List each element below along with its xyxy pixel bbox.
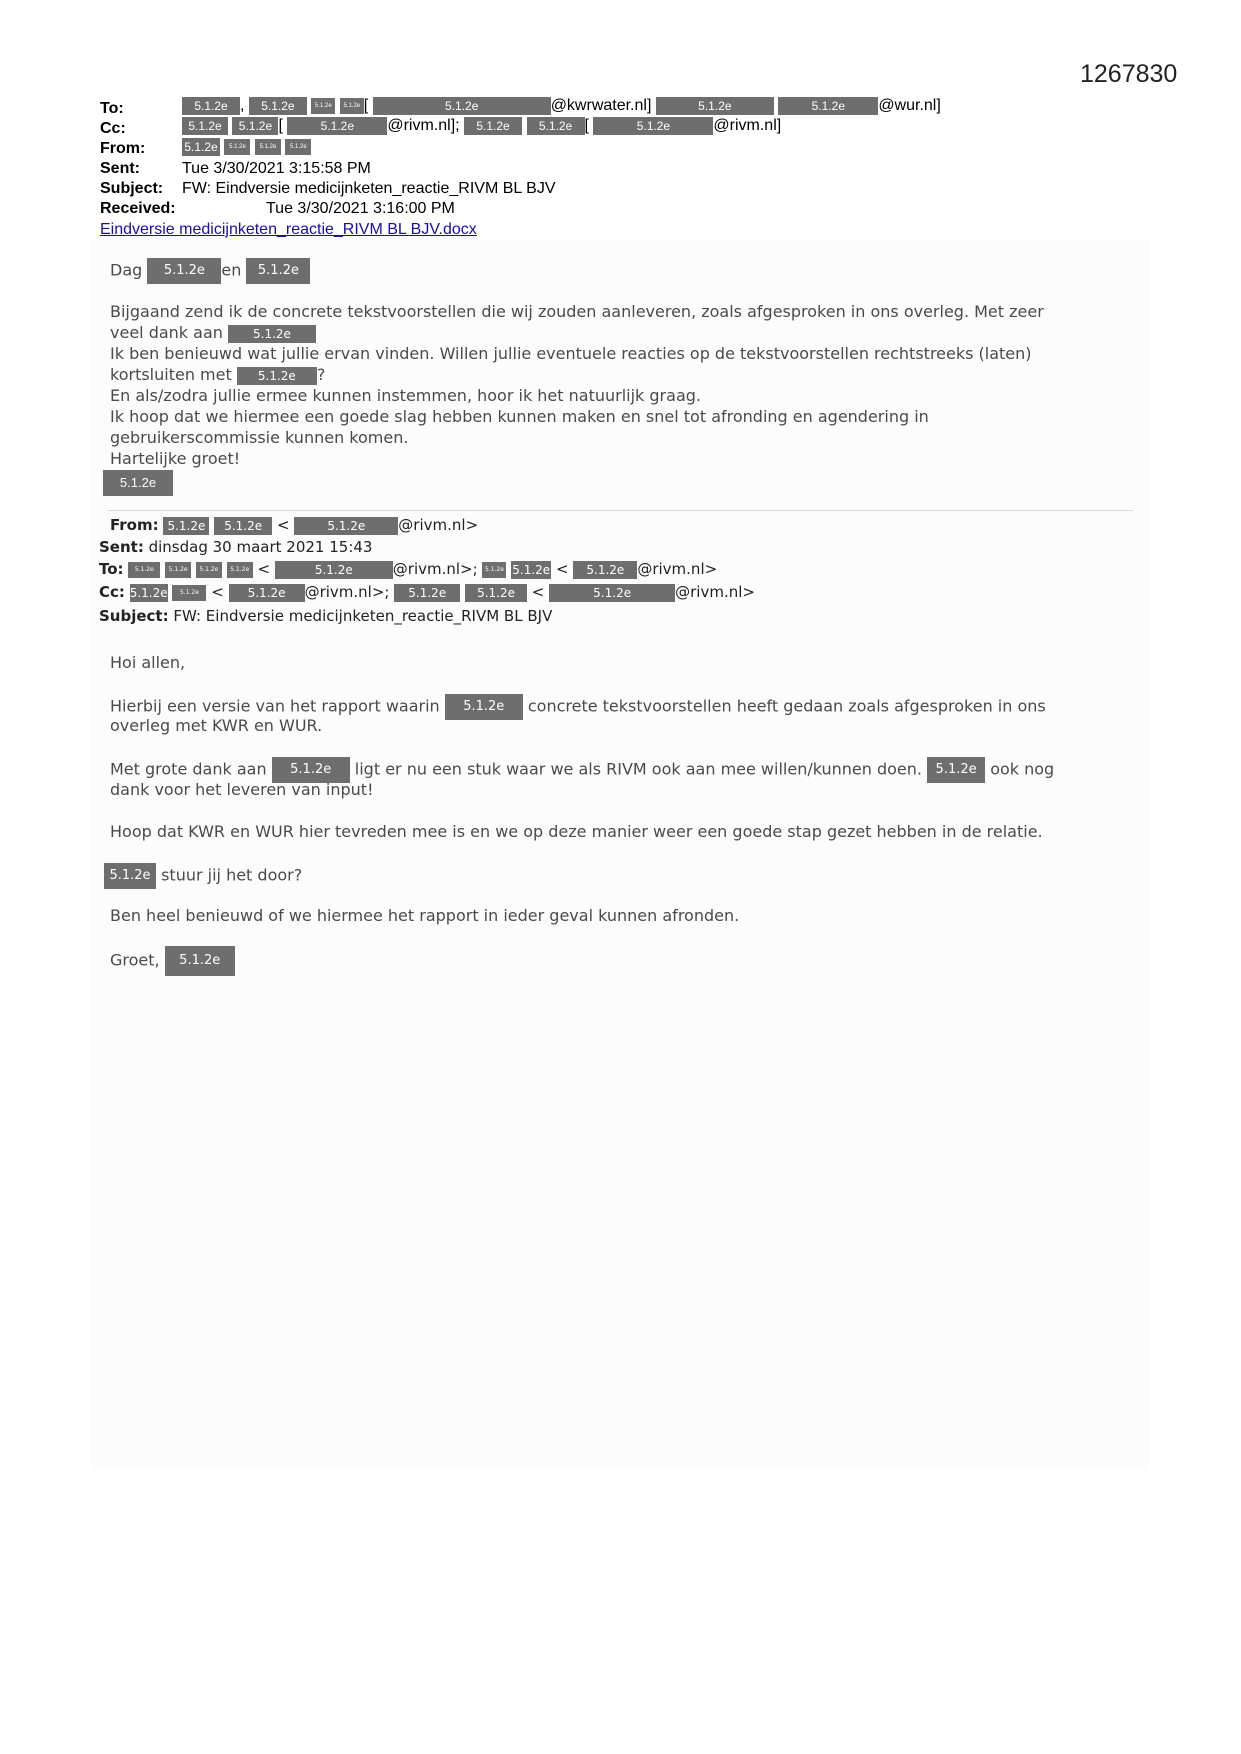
redaction-small: 5.1.2e xyxy=(172,585,206,601)
msg1-line5: En als/zodra jullie ermee kunnen instemmen, hoor ik het natuurlijk graag. xyxy=(110,386,701,405)
redaction: 5.1.2e xyxy=(228,325,316,343)
msg1-line2-text: veel dank aan xyxy=(110,323,223,342)
redaction: 5.1.2e xyxy=(464,117,522,135)
redaction: 5.1.2e xyxy=(593,117,713,135)
fwd-subject xyxy=(99,607,552,625)
redaction: 5.1.2e xyxy=(147,258,221,284)
redaction: 5.1.2e xyxy=(214,517,272,535)
redaction: 5.1.2e xyxy=(104,863,156,889)
to-label: To: xyxy=(100,100,124,117)
fwd-cc: Cc: 5.1.2e 5.1.2e < 5.1.2e @rivm.nl>; 5.1.2e 5.1.2e < 5.1.2e @rivm.nl> xyxy=(99,583,755,601)
from-label: From: xyxy=(100,140,146,157)
redaction: 5.1.2e xyxy=(129,585,168,600)
redaction: 5.1.2e xyxy=(445,694,523,720)
document-number: 1267830 xyxy=(1080,60,1178,88)
redaction: 5.1.2e xyxy=(246,258,310,284)
fwd-sent-label: Sent: xyxy=(99,538,144,556)
received-value: Tue 3/30/2021 3:16:00 PM xyxy=(266,200,455,217)
sent-value: Tue 3/30/2021 3:15:58 PM xyxy=(182,160,371,177)
msg2-greeting: Hoi allen, xyxy=(110,653,186,672)
fwd-subject-value: FW: Eindversie medicijnketen_reactie_RIVM BL BJV xyxy=(173,607,553,625)
redaction: 5.1.2e xyxy=(275,561,393,579)
redaction-small: 5.1.2e xyxy=(311,98,335,114)
fwd-subject-label: Subject: xyxy=(99,607,169,625)
greeting xyxy=(110,258,310,284)
fwd-from: From: 5.1.2e 5.1.2e < 5.1.2e @rivm.nl> xyxy=(110,516,479,534)
redaction-small: 5.1.2e xyxy=(255,139,281,155)
subject-value: FW: Eindversie medicijnketen_reactie_RIVM BL BJV xyxy=(182,180,556,197)
fwd-to-domain1: @rivm.nl>; xyxy=(392,560,478,578)
msg2-closing-text: Groet, xyxy=(110,950,160,970)
redaction-small: 5.1.2e xyxy=(196,562,222,578)
greeting-text: Dag xyxy=(110,260,143,280)
redaction: 5.1.2e xyxy=(163,517,209,535)
fwd-sent-value: dinsdag 30 maart 2021 15:43 xyxy=(148,538,373,556)
fwd-to-domain2: @rivm.nl> xyxy=(637,560,718,578)
msg2-p1-post: concrete tekstvoorstellen heeft gedaan zoals afgesproken in ons xyxy=(527,696,1046,716)
cc-label: Cc: xyxy=(100,120,126,137)
to-recipients: 5.1.2e , 5.1.2e 5.1.2e 5.1.2e [ 5.1.2e @kwrwater.nl] 5.1.2e 5.1.2e @wur.nl] xyxy=(182,97,941,115)
cc-domain-rivm2: @rivm.nl] xyxy=(713,117,782,135)
msg2-p2-end: ook nog xyxy=(990,759,1055,779)
redaction: 5.1.2e xyxy=(249,97,307,115)
redaction: 5.1.2e xyxy=(549,584,675,602)
msg1-line7: gebruikerscommissie kunnen komen. xyxy=(110,428,409,447)
redaction: 5.1.2e xyxy=(656,97,774,115)
sent-label: Sent: xyxy=(100,160,140,177)
fwd-cc-label: Cc: xyxy=(99,583,125,601)
received-label: Received: xyxy=(100,200,176,217)
fwd-to: To: 5.1.2e 5.1.2e 5.1.2e 5.1.2e < 5.1.2e @rivm.nl>; 5.1.2e 5.1.2e < 5.1.2e @rivm.nl> xyxy=(99,560,718,578)
msg1-line1: Bijgaand zend ik de concrete tekstvoorstellen die wij zouden aanleveren, zoals afgesproken in ons overleg. Met zeer xyxy=(110,302,1044,321)
cc-domain-rivm1: @rivm.nl]; xyxy=(387,117,460,135)
redaction: 5.1.2e xyxy=(394,584,460,602)
redaction: 5.1.2e xyxy=(373,97,551,115)
attachment-link[interactable]: Eindversie medicijnketen_reactie_RIVM BL BJV.docx xyxy=(100,221,477,238)
cc-recipients: 5.1.2e 5.1.2e [ 5.1.2e @rivm.nl]; 5.1.2e 5.1.2e [ 5.1.2e @rivm.nl] xyxy=(182,117,781,135)
subject-label: Subject: xyxy=(100,180,164,197)
redaction-small: 5.1.2e xyxy=(227,562,253,578)
redaction: 5.1.2e xyxy=(182,97,240,115)
from-sender xyxy=(182,138,311,156)
fwd-cc-domain1: @rivm.nl>; xyxy=(304,583,390,601)
msg2-p2-line2: dank voor het leveren van input! xyxy=(110,780,374,799)
redaction-small: 5.1.2e xyxy=(285,139,311,155)
greeting-and: en xyxy=(221,260,242,280)
msg1-line2 xyxy=(110,323,316,343)
msg1-line4-text: kortsluiten met xyxy=(110,365,232,384)
redaction: 5.1.2e xyxy=(103,470,173,496)
redaction: 5.1.2e xyxy=(512,562,551,577)
msg1-line4-end: ? xyxy=(316,365,326,384)
redaction: 5.1.2e xyxy=(287,117,387,135)
msg2-p3: Hoop dat KWR en WUR hier tevreden mee is en we op deze manier weer een goede stap gezet hebben in de relatie. xyxy=(110,822,1043,841)
redaction: 5.1.2e xyxy=(527,117,585,135)
redaction: 5.1.2e xyxy=(272,757,350,783)
redaction: 5.1.2e xyxy=(573,561,637,579)
redaction: 5.1.2e xyxy=(927,757,985,783)
redaction: 5.1.2e xyxy=(232,117,278,135)
msg1-signature xyxy=(103,470,173,496)
redaction: 5.1.2e xyxy=(229,584,305,602)
redaction-small: 5.1.2e xyxy=(165,562,191,578)
redaction-small: 5.1.2e xyxy=(128,562,160,578)
redaction: 5.1.2e xyxy=(294,517,398,535)
fwd-from-label: From: xyxy=(110,516,159,534)
msg2-p2-mid: ligt er nu een stuk waar we als RIVM ook aan mee willen/kunnen doen. xyxy=(354,759,922,779)
msg2-p1-pre: Hierbij een versie van het rapport waarin xyxy=(110,696,440,716)
msg2-p2-pre: Met grote dank aan xyxy=(110,759,267,779)
msg1-line4 xyxy=(110,365,325,385)
to-domain-wur: @wur.nl] xyxy=(878,97,941,115)
to-domain-kwr: @kwrwater.nl] xyxy=(550,97,652,115)
msg2-p4-text: stuur jij het door? xyxy=(161,865,303,885)
redaction: 5.1.2e xyxy=(465,584,527,602)
redaction: 5.1.2e xyxy=(778,97,878,115)
msg2-p4 xyxy=(104,863,302,889)
redaction-small: 5.1.2e xyxy=(224,139,250,155)
msg1-line8: Hartelijke groet! xyxy=(110,449,241,468)
fwd-cc-domain2: @rivm.nl> xyxy=(675,583,755,601)
fwd-sent xyxy=(99,538,372,556)
msg2-closing xyxy=(110,946,235,976)
msg1-line3: Ik ben benieuwd wat jullie ervan vinden. Willen jullie eventuele reacties op de tekstvoorstellen rechtstreeks (laten) xyxy=(110,344,1032,363)
fwd-to-label: To: xyxy=(99,560,124,578)
fwd-from-domain: @rivm.nl> xyxy=(398,516,479,534)
msg2-p1-line2: overleg met KWR en WUR. xyxy=(110,716,323,735)
redaction: 5.1.2e xyxy=(165,946,235,976)
separator-line xyxy=(108,510,1133,511)
msg1-line6: Ik hoop dat we hiermee een goede slag hebben kunnen maken en snel tot afronding en agendering in xyxy=(110,407,929,426)
redaction-small: 5.1.2e xyxy=(482,562,506,578)
redaction-small: 5.1.2e xyxy=(340,98,364,114)
redaction: 5.1.2e xyxy=(237,367,317,385)
redaction: 5.1.2e xyxy=(182,117,228,135)
redaction: 5.1.2e xyxy=(182,138,220,156)
msg2-p5: Ben heel benieuwd of we hiermee het rapport in ieder geval kunnen afronden. xyxy=(110,906,740,925)
